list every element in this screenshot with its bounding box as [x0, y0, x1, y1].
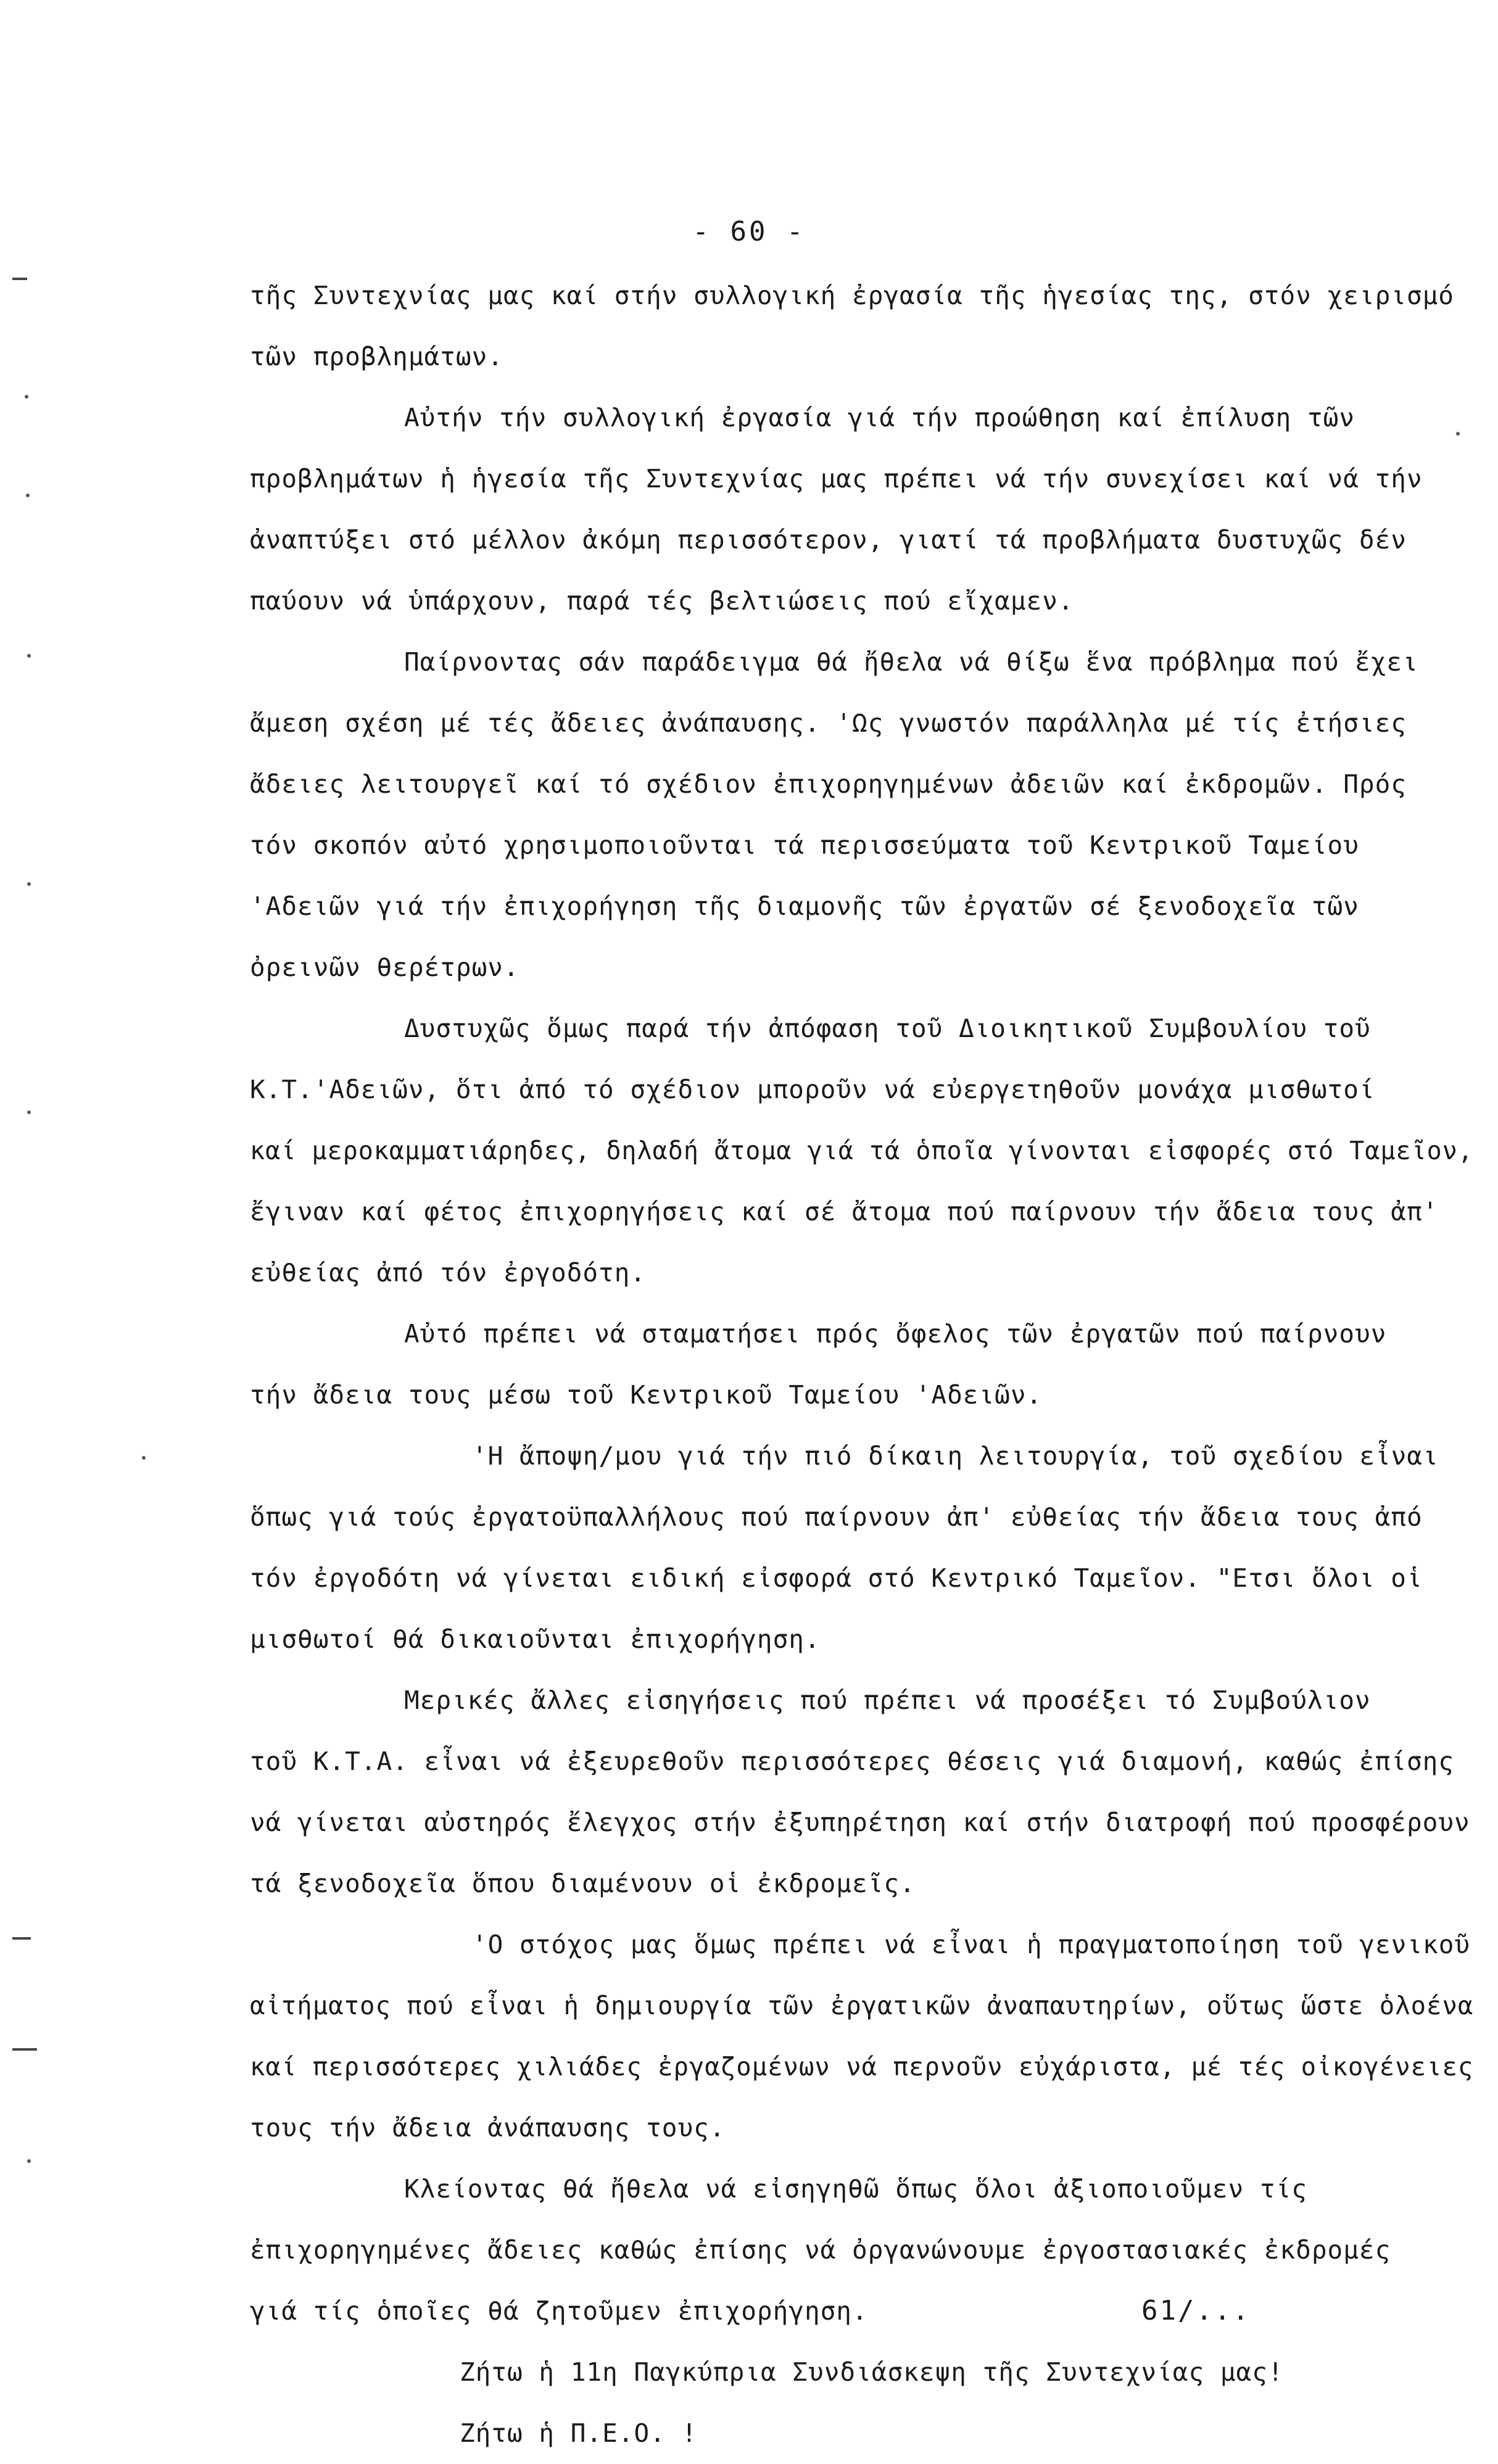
text-line: μισθωτοί θά δικαιοῦνται ἐπιχορήγηση.: [250, 1624, 821, 1654]
scan-speck: [27, 2159, 31, 2163]
text-line: τήν ἄδεια τους μέσω τοῦ Κεντρικοῦ Ταμείου 'Αδειῶν.: [250, 1380, 1043, 1410]
text-line: νά γίνεται αὐστηρός ἔλεγχος στήν ἐξυπηρέτηση καί στήν διατροφή πού προσφέρουν: [250, 1808, 1470, 1837]
text-line: γιά τίς ὁποῖες θά ζητοῦμεν ἐπιχορήγηση.: [250, 2296, 868, 2326]
text-line: καί μεροκαμματιάρηδες, δηλαδή ἄτομα γιά τά ὁποῖα γίνονται εἰσφορές στό Ταμεῖον,: [250, 1136, 1473, 1165]
scan-speck: [142, 1456, 146, 1460]
text-line: καί περισσότερες χιλιάδες ἐργαζομένων νά περνοῦν εὐχάριστα, μέ τές οἰκογένειες: [250, 2052, 1474, 2082]
page-continuation-marker: 61/...: [1141, 2295, 1251, 2326]
body-text: [250, 265, 1474, 2464]
scan-speck: [1456, 432, 1460, 436]
text-line: ὀρεινῶν θερέτρων.: [250, 953, 519, 982]
text-line: τά ξενοδοχεῖα ὅπου διαμένουν οἱ ἐκδρομεῖς.: [250, 1869, 916, 1898]
text-line: ἐπιχορηγημένες ἄδειες καθώς ἐπίσης νά ὀργανώνουμε ἐργοστασιακές ἐκδρομές: [250, 2235, 1391, 2265]
text-line: 'Αδειῶν γιά τήν ἐπιχορήγηση τῆς διαμονῆς τῶν ἐργατῶν σέ ξενοδοχεῖα τῶν: [250, 891, 1359, 921]
text-line: εὐθείας ἀπό τόν ἐργοδότη.: [250, 1258, 647, 1288]
text-line: ἄμεση σχέση μέ τές ἄδειες ἀνάπαυσης. 'Ως γνωστόν παράλληλα μέ τίς ἐτήσιες: [250, 708, 1407, 738]
scan-mark: [12, 2048, 37, 2051]
closing-slogan: Ζήτω ἡ 11η Παγκύπρια Συνδιάσκεψη τῆς Συντεχνίας μας!: [460, 2357, 1284, 2387]
scan-speck: [26, 494, 30, 497]
text-line: προβλημάτων ἡ ἡγεσία τῆς Συντεχνίας μας πρέπει νά τήν συνεχίσει καί νά τήν: [250, 464, 1423, 494]
text-line: ἔγιναν καί φέτος ἐπιχορηγήσεις καί σέ ἄτομα πού παίρνουν τήν ἄδεια τους ἀπ': [250, 1197, 1439, 1226]
scan-speck: [27, 882, 31, 886]
scan-speck: [27, 654, 31, 658]
text-line: ἀναπτύξει στό μέλλον ἀκόμη περισσότερον, γιατί τά προβλήματα δυστυχῶς δέν: [250, 525, 1407, 555]
scan-speck: [25, 395, 28, 399]
paragraph-first-line: 'Η ἄποψη/μου γιά τήν πιό δίκαιη λειτουργία, τοῦ σχεδίου εἶναι: [472, 1441, 1439, 1471]
paragraph-first-line: Αὐτήν τήν συλλογική ἐργασία γιά τήν προώθηση καί ἐπίλυση τῶν: [404, 403, 1355, 432]
scan-speck: [27, 1110, 31, 1114]
text-line: Κ.Τ.'Αδειῶν, ὅτι ἀπό τό σχέδιον μποροῦν νά εὐεργετηθοῦν μονάχα μισθωτοί: [250, 1075, 1375, 1104]
paragraph-first-line: Παίρνοντας σάν παράδειγμα θά ἤθελα νά θίξω ἕνα πρόβλημα πού ἔχει: [404, 647, 1418, 677]
text-line: τόν ἐργοδότη νά γίνεται ειδική εἰσφορά στό Κεντρικό Ταμεῖον. "Ετσι ὅλοι οἱ: [250, 1563, 1423, 1593]
text-line: τοῦ Κ.Τ.Α. εἶναι νά ἐξευρεθοῦν περισσότερες θέσεις γιά διαμονή, καθώς ἐπίσης: [250, 1747, 1454, 1776]
text-line: ἄδειες λειτουργεῖ καί τό σχέδιον ἐπιχορηγημένων ἀδειῶν καί ἐκδρομῶν. Πρός: [250, 769, 1407, 799]
text-line: παύουν νά ὑπάρχουν, παρά τές βελτιώσεις πού εἴχαμεν.: [250, 586, 1074, 616]
paragraph-first-line: Μερικές ἄλλες εἰσηγήσεις πού πρέπει νά προσέξει τό Συμβούλιον: [404, 1685, 1371, 1715]
text-line: τῆς Συντεχνίας μας καί στήν συλλογική ἐργασία τῆς ἡγεσίας της, στόν χειρισμό: [250, 281, 1454, 310]
closing-slogan: Ζήτω ἡ Π.Ε.Ο. !: [460, 2418, 698, 2448]
scan-mark: [12, 278, 27, 280]
paragraph-first-line: 'Ο στόχος μας ὅμως πρέπει νά εἶναι ἡ πραγματοποίηση τοῦ γενικοῦ: [472, 1930, 1471, 1959]
page-number: - 60 -: [692, 216, 806, 247]
scan-mark: [12, 1937, 31, 1940]
text-line: τῶν προβλημάτων.: [250, 342, 503, 371]
paragraph-first-line: Κλείοντας θά ἤθελα νά εἰσηγηθῶ ὅπως ὅλοι ἀξιοποιοῦμεν τίς: [404, 2174, 1307, 2204]
text-line: ὅπως γιά τούς ἐργατοϋπαλλήλους πού παίρνουν ἀπ' εὐθείας τήν ἄδεια τους ἀπό: [250, 1502, 1423, 1532]
paragraph-first-line: Δυστυχῶς ὅμως παρά τήν ἀπόφαση τοῦ Διοικητικοῦ Συμβουλίου τοῦ: [404, 1014, 1371, 1043]
paragraph-first-line: Αὐτό πρέπει νά σταματήσει πρός ὄφελος τῶν ἐργατῶν πού παίρνουν: [404, 1319, 1387, 1349]
text-line: τους τήν ἄδεια ἀνάπαυσης τους.: [250, 2113, 726, 2143]
text-line: τόν σκοπόν αὐτό χρησιμοποιοῦνται τά περισσεύματα τοῦ Κεντρικοῦ Ταμείου: [250, 830, 1359, 860]
text-line: αἰτήματος πού εἶναι ἡ δημιουργία τῶν ἐργατικῶν ἀναπαυτηρίων, οὕτως ὥστε ὁλοένα: [250, 1991, 1474, 2020]
